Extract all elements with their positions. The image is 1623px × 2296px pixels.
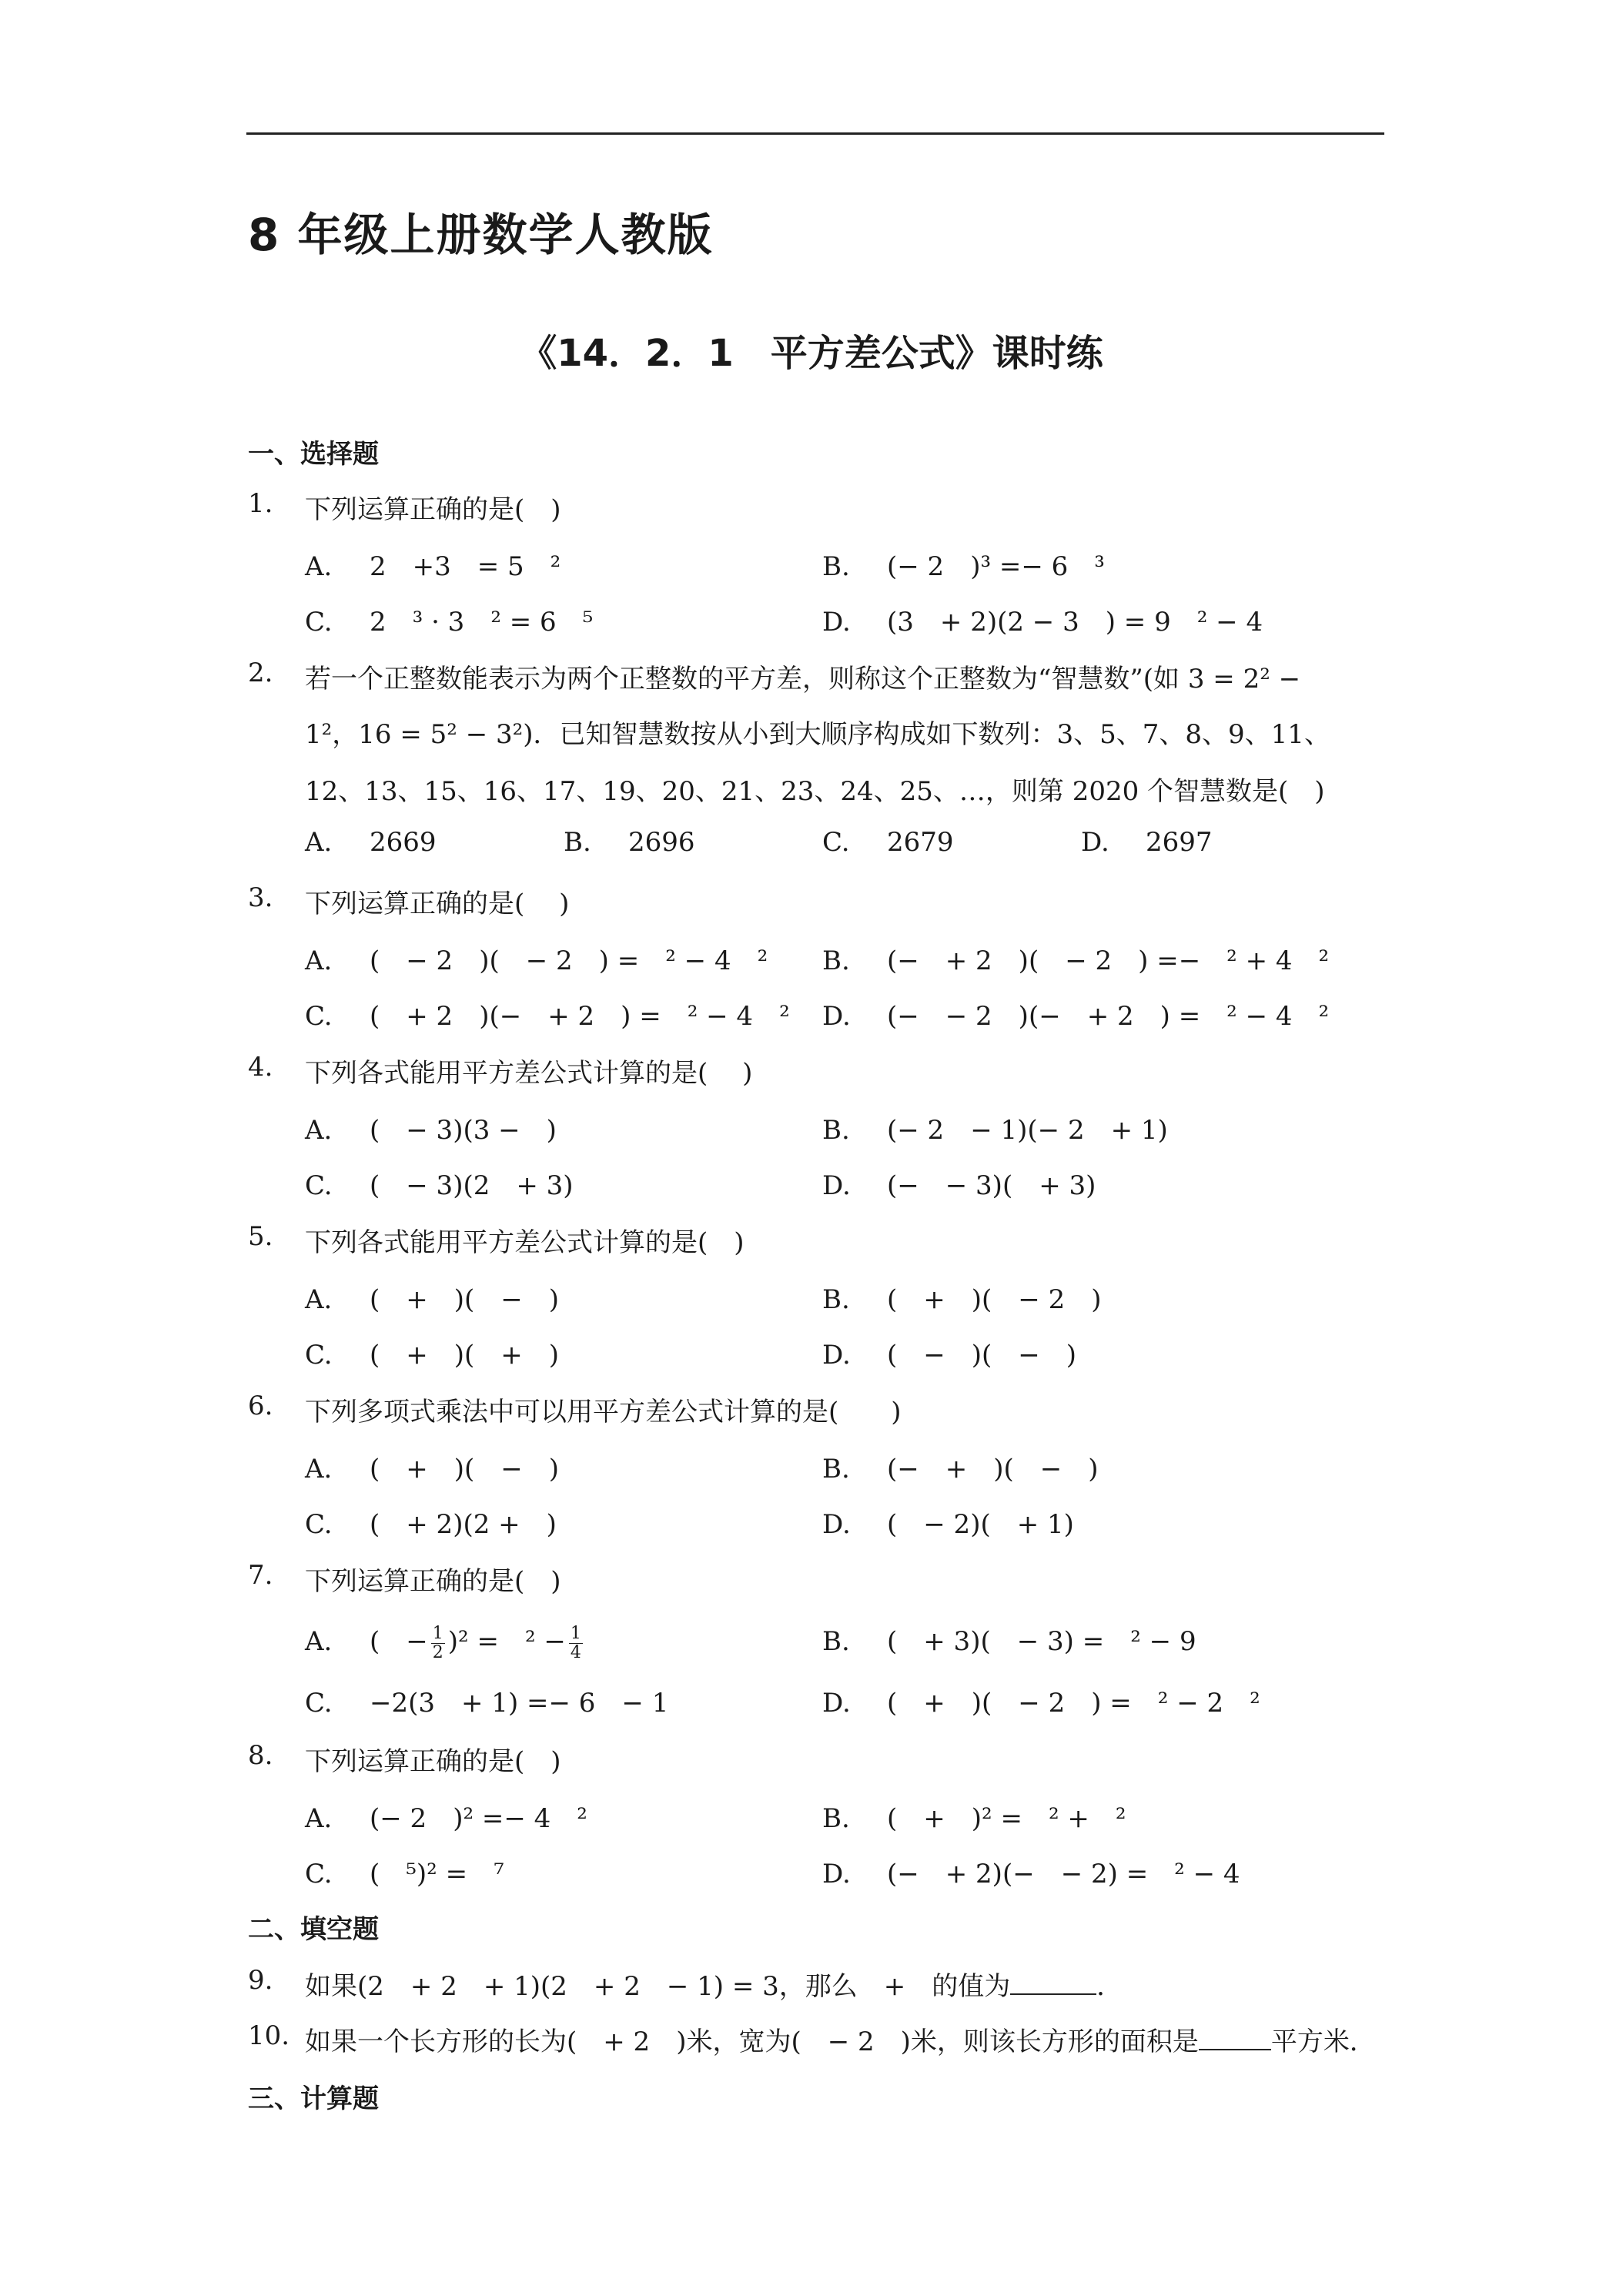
q8-option-a[interactable]: A. (− 2 )² =− 4 ² (305, 1803, 587, 1834)
q3-option-c[interactable]: C. ( + 2 )(− + 2 ) = ² − 4 ² (305, 1001, 790, 1032)
q3-option-a[interactable]: A. ( − 2 )( − 2 ) = ² − 4 ² (305, 946, 768, 976)
q8-option-c[interactable]: C. ( ⁵)² = ⁷ (305, 1859, 504, 1889)
question-2-line-3: 12、13、15、16、17、19、20、21、23、24、25、…，则第 2020 个智慧数是( ) (305, 776, 1325, 807)
q4-option-a[interactable]: A. ( − 3)(3 − ) (305, 1115, 557, 1146)
q7-option-c[interactable]: C. −2(3 + 1) =− 6 − 1 (305, 1688, 669, 1719)
q1-option-c[interactable]: C. 2 ³ · 3 ² = 6 ⁵ (305, 607, 594, 638)
q5-option-a[interactable]: A. ( + )( − ) (305, 1284, 560, 1315)
q4-option-c[interactable]: C. ( − 3)(2 + 3) (305, 1170, 574, 1201)
question-text: 如果一个长方形的长为( + 2 )米，宽为( − 2 )米，则该长方形的面积是 (305, 2027, 1199, 2057)
q1-option-d[interactable]: D. (3 + 2)(2 − 3 ) = 9 ² − 4 (822, 607, 1263, 638)
question-number: 7. (248, 1560, 273, 1591)
q3-option-d[interactable]: D. (− − 2 )(− + 2 ) = ² − 4 ² (822, 1001, 1330, 1032)
q4-option-b[interactable]: B. (− 2 − 1)(− 2 + 1) (822, 1115, 1168, 1146)
fraction-one-half: $\frac{1}{2}$ (432, 1623, 443, 1662)
question-text: 下列运算正确的是( ) (305, 1746, 561, 1777)
question-text: 如果(2 + 2 + 1)(2 + 2 − 1) = 3，那么 + 的值为 (305, 1971, 1011, 2002)
question-text: 下列各式能用平方差公式计算的是( ) (305, 1227, 745, 1258)
q7-option-d[interactable]: D. ( + )( − 2 ) = ² − 2 ² (822, 1688, 1260, 1719)
q6-option-d[interactable]: D. ( − 2)( + 1) (822, 1509, 1074, 1540)
question-number: 5. (248, 1221, 273, 1252)
q6-option-b[interactable]: B. (− + )( − ) (822, 1454, 1099, 1484)
q2-option-a[interactable]: A. 2669 (305, 827, 437, 858)
question-text: 下列运算正确的是( ) (305, 494, 561, 525)
q6-option-a[interactable]: A. ( + )( − ) (305, 1454, 560, 1484)
grade-title: 8 年级上册数学人教版 (248, 209, 714, 261)
question-number: 6. (248, 1391, 273, 1421)
q7-option-b[interactable]: B. ( + 3)( − 3) = ² − 9 (822, 1626, 1196, 1657)
answer-blank[interactable] (1010, 1970, 1096, 1995)
q2-option-c[interactable]: C. 2679 (822, 827, 954, 858)
question-text: 下列运算正确的是( ) (305, 1566, 561, 1597)
fraction-one-quarter: $\frac{1}{4}$ (570, 1623, 581, 1662)
section-fill-blank-heading: 二、填空题 (248, 1914, 379, 1945)
question-text: 下列运算正确的是( ) (305, 889, 570, 919)
header-rule (246, 132, 1384, 135)
question-text: 下列多项式乘法中可以用平方差公式计算的是( ) (305, 1397, 902, 1427)
question-number: 2. (248, 658, 273, 688)
question-number: 8. (248, 1740, 273, 1771)
q5-option-b[interactable]: B. ( + )( − 2 ) (822, 1284, 1102, 1315)
section-choice-heading: 一、选择题 (248, 439, 379, 470)
q8-option-b[interactable]: B. ( + )² = ² + ² (822, 1803, 1126, 1834)
q8-option-d[interactable]: D. (− + 2)(− − 2) = ² − 4 (822, 1859, 1240, 1889)
question-text-line-1: 若一个正整数能表示为两个正整数的平方差，则称这个正整数为“智慧数”(如 3 = 2² − (305, 664, 1301, 694)
question-number: 10. (248, 2020, 290, 2051)
question-number: 4. (248, 1052, 273, 1083)
question-text: 下列各式能用平方差公式计算的是( ) (305, 1058, 753, 1089)
q7-option-a[interactable]: A. ( − $\frac{1}{2}$ )² = ² − $\frac{1}{4}$ (305, 1623, 581, 1662)
q5-option-d[interactable]: D. ( − )( − ) (822, 1340, 1077, 1371)
q1-option-b[interactable]: B. (− 2 )³ =− 6 ³ (822, 551, 1105, 582)
q4-option-d[interactable]: D. (− − 3)( + 3) (822, 1170, 1096, 1201)
answer-blank[interactable] (1199, 2026, 1271, 2050)
question-2-line-2: 1²，16 = 5² − 3²)．已知智慧数按从小到大顺序构成如下数列：3、5、7、8、9、11、 (305, 719, 1330, 750)
question-number: 9. (248, 1965, 273, 1996)
question-number: 3. (248, 882, 273, 913)
q1-option-a[interactable]: A. 2 +3 = 5 ² (305, 551, 561, 582)
q5-option-c[interactable]: C. ( + )( + ) (305, 1340, 560, 1371)
question-number: 1. (248, 488, 273, 519)
q6-option-c[interactable]: C. ( + 2)(2 + ) (305, 1509, 557, 1540)
worksheet-page: 8 年级上册数学人教版 《14．2．1 平方差公式》课时练 一、选择题 1. 下列运算正确的是( ) A. 2 +3 = 5 ² B. (− 2 )³ =− 6 ³ C. 2 ³ · 3 ² = 6 ⁵ D. (3 + 2)(2 − 3 ) = 9 ² − 4 2. 若一个正整数能表示为两个正整数的平方差，则称这个正整数为“智慧数”(如 3 = 2² − 1²，16 = 5² − 3²)．已知智慧数按从小到大顺序构成如下数列：3、5、7、8、9、11、 12、13、15、16、17、19、20、21、23、24、25、…，则第 2020 个智慧数是( ) A. 2669 B. 2696 C. 2679 D. 2697 3. 下列运算正确的是( ) A. ( − 2 )( − 2 ) = ² − 4 ² B. (− + 2 )( − 2 ) =− ² + 4 ² C. ( + 2 )(− + 2 ) = ² − 4 ² D. (− − 2 )(− + 2 ) = ² − 4 ² 4. 下列各式能用平方差公式计算的是( ) A. ( − 3)(3 − ) B. (− 2 − 1)(− 2 + 1) C. ( − 3)(2 + 3) D. (− − 3)( + 3) 5. 下列各式能用平方差公式计算的是( ) A. ( + )( − ) B. ( + )( − 2 ) C. ( + )( + ) D. ( − )( − ) 6. 下列多项式乘法中可以用平方差公式计算的是( ) A. ( + )( − ) B. (− + )( − ) C. ( + 2)(2 + ) D. ( − 2)( + 1) 7. 下列运算正确的是( ) A. ( − $\frac{1}{2}$ )² = ² − $\frac{1}{4}$ B. ( + 3)( − 3) = ² − 9 C. −2(3 + 1) =− 6 − 1 D. ( + )( − 2 ) = ² − 2 ² 8. 下列运算正确的是( ) A. (− 2 )² =− 4 ² B. ( + )² = ² + ² C. ( ⁵)² = ⁷ D. (− + 2)(− − 2) = ² − 4 二、填空题 9. 如果(2 + 2 + 1)(2 + 2 − 1) = 3，那么 + 的值为 ． 10. 如果一个长方形的长为( + 2 )米，宽为( − 2 )米，则该长方形的面积是 平方米． 三、计算题 (0, 0, 1623, 2296)
lesson-title: 《14．2．1 平方差公式》课时练 (520, 332, 1103, 375)
section-calculation-heading: 三、计算题 (248, 2083, 379, 2114)
q2-option-b[interactable]: B. 2696 (564, 827, 695, 858)
q2-option-d[interactable]: D. 2697 (1081, 827, 1213, 858)
q3-option-b[interactable]: B. (− + 2 )( − 2 ) =− ² + 4 ² (822, 946, 1330, 976)
